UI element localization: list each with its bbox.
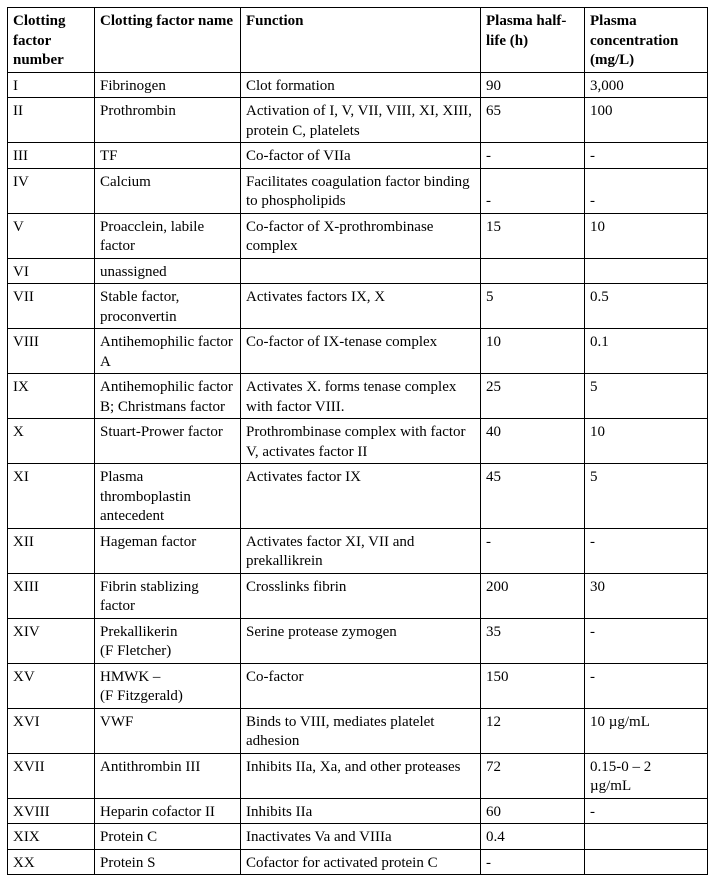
cell-factor-name: HMWK – (F Fitzgerald) bbox=[95, 663, 241, 708]
cell-concentration: - bbox=[585, 528, 708, 573]
cell-factor-number: XX bbox=[8, 849, 95, 875]
cell-factor-name: Antithrombin III bbox=[95, 753, 241, 798]
cell-half-life: - bbox=[481, 168, 585, 213]
cell-factor-name: Calcium bbox=[95, 168, 241, 213]
header-factor-name: Clotting factor name bbox=[95, 8, 241, 73]
cell-function: Co-factor of VIIa bbox=[241, 143, 481, 169]
cell-function: Activation of I, V, VII, VIII, XI, XIII, protein C, platelets bbox=[241, 98, 481, 143]
cell-factor-name: Fibrin stablizing factor bbox=[95, 573, 241, 618]
cell-factor-name: Prothrombin bbox=[95, 98, 241, 143]
cell-concentration bbox=[585, 258, 708, 284]
cell-function: Activates X. forms tenase complex with factor VIII. bbox=[241, 374, 481, 419]
cell-factor-number: XV bbox=[8, 663, 95, 708]
cell-function: Inactivates Va and VIIIa bbox=[241, 824, 481, 850]
cell-function: Activates factor IX bbox=[241, 464, 481, 529]
cell-half-life: 150 bbox=[481, 663, 585, 708]
cell-half-life bbox=[481, 258, 585, 284]
header-factor-number: Clotting factor number bbox=[8, 8, 95, 73]
table-header-row bbox=[8, 8, 708, 73]
cell-concentration: - bbox=[585, 798, 708, 824]
cell-concentration bbox=[585, 849, 708, 875]
table-row bbox=[8, 419, 708, 464]
table-row bbox=[8, 464, 708, 529]
cell-half-life: 0.4 bbox=[481, 824, 585, 850]
cell-function: Prothrombinase complex with factor V, activates factor II bbox=[241, 419, 481, 464]
cell-function: Serine protease zymogen bbox=[241, 618, 481, 663]
cell-factor-number: X bbox=[8, 419, 95, 464]
cell-concentration: 5 bbox=[585, 464, 708, 529]
header-half-life: Plasma half-life (h) bbox=[481, 8, 585, 73]
cell-function: Co-factor of X-prothrombinase complex bbox=[241, 213, 481, 258]
cell-concentration: 0.15-0 – 2 µg/mL bbox=[585, 753, 708, 798]
table-row bbox=[8, 258, 708, 284]
cell-half-life: 25 bbox=[481, 374, 585, 419]
cell-factor-number: VIII bbox=[8, 329, 95, 374]
cell-function: Activates factor XI, VII and prekallikrein bbox=[241, 528, 481, 573]
cell-factor-number: V bbox=[8, 213, 95, 258]
cell-factor-name: Proacclein, labile factor bbox=[95, 213, 241, 258]
table-row bbox=[8, 663, 708, 708]
cell-factor-name: Antihemophilic factor A bbox=[95, 329, 241, 374]
cell-concentration: 0.1 bbox=[585, 329, 708, 374]
cell-factor-number: XVI bbox=[8, 708, 95, 753]
cell-half-life: - bbox=[481, 528, 585, 573]
cell-factor-name: Prekallikerin (F Fletcher) bbox=[95, 618, 241, 663]
table-row bbox=[8, 329, 708, 374]
cell-function: Co-factor bbox=[241, 663, 481, 708]
cell-half-life: 35 bbox=[481, 618, 585, 663]
cell-factor-number: I bbox=[8, 72, 95, 98]
cell-half-life: 40 bbox=[481, 419, 585, 464]
cell-factor-name: Stable factor, proconvertin bbox=[95, 284, 241, 329]
cell-factor-number: XVIII bbox=[8, 798, 95, 824]
table-row bbox=[8, 573, 708, 618]
cell-half-life: 90 bbox=[481, 72, 585, 98]
cell-concentration: 0.5 bbox=[585, 284, 708, 329]
cell-half-life: - bbox=[481, 849, 585, 875]
cell-factor-name: Heparin cofactor II bbox=[95, 798, 241, 824]
cell-factor-name: TF bbox=[95, 143, 241, 169]
cell-half-life: 12 bbox=[481, 708, 585, 753]
cell-factor-number: IV bbox=[8, 168, 95, 213]
cell-function: Cofactor for activated protein C bbox=[241, 849, 481, 875]
cell-half-life: 60 bbox=[481, 798, 585, 824]
cell-function bbox=[241, 258, 481, 284]
cell-function: Clot formation bbox=[241, 72, 481, 98]
table-row bbox=[8, 528, 708, 573]
cell-factor-number: II bbox=[8, 98, 95, 143]
cell-function: Facilitates coagulation factor binding to phospholipids bbox=[241, 168, 481, 213]
cell-half-life: 15 bbox=[481, 213, 585, 258]
table-row bbox=[8, 213, 708, 258]
clotting-factors-document bbox=[7, 7, 708, 875]
cell-factor-name: Antihemophilic factor B; Christmans factor bbox=[95, 374, 241, 419]
cell-concentration: - bbox=[585, 618, 708, 663]
cell-function: Binds to VIII, mediates platelet adhesion bbox=[241, 708, 481, 753]
header-concentration: Plasma concentration (mg/L) bbox=[585, 8, 708, 73]
cell-function: Crosslinks fibrin bbox=[241, 573, 481, 618]
cell-function: Co-factor of IX-tenase complex bbox=[241, 329, 481, 374]
cell-concentration: 100 bbox=[585, 98, 708, 143]
cell-concentration: 3,000 bbox=[585, 72, 708, 98]
cell-half-life: 5 bbox=[481, 284, 585, 329]
table-row bbox=[8, 98, 708, 143]
table-row bbox=[8, 753, 708, 798]
cell-factor-number: III bbox=[8, 143, 95, 169]
cell-factor-number: XIV bbox=[8, 618, 95, 663]
cell-concentration: - bbox=[585, 663, 708, 708]
table-row bbox=[8, 284, 708, 329]
cell-factor-name: Plasma thromboplastin antecedent bbox=[95, 464, 241, 529]
clotting-factors-table bbox=[7, 7, 708, 875]
cell-concentration: 10 bbox=[585, 213, 708, 258]
cell-half-life: 72 bbox=[481, 753, 585, 798]
cell-factor-name: Fibrinogen bbox=[95, 72, 241, 98]
cell-half-life: 45 bbox=[481, 464, 585, 529]
cell-function: Inhibits IIa bbox=[241, 798, 481, 824]
cell-factor-name: Protein S bbox=[95, 849, 241, 875]
table-row bbox=[8, 824, 708, 850]
cell-factor-name: Stuart-Prower factor bbox=[95, 419, 241, 464]
cell-factor-number: XIX bbox=[8, 824, 95, 850]
cell-half-life: 65 bbox=[481, 98, 585, 143]
table-row bbox=[8, 849, 708, 875]
cell-concentration: 30 bbox=[585, 573, 708, 618]
table-row bbox=[8, 72, 708, 98]
cell-function: Activates factors IX, X bbox=[241, 284, 481, 329]
cell-half-life: 10 bbox=[481, 329, 585, 374]
cell-factor-number: XVII bbox=[8, 753, 95, 798]
table-row bbox=[8, 374, 708, 419]
cell-concentration: 10 bbox=[585, 419, 708, 464]
table-row bbox=[8, 618, 708, 663]
cell-half-life: 200 bbox=[481, 573, 585, 618]
cell-factor-name: unassigned bbox=[95, 258, 241, 284]
table-row bbox=[8, 168, 708, 213]
cell-factor-number: IX bbox=[8, 374, 95, 419]
table-row bbox=[8, 143, 708, 169]
cell-factor-number: XII bbox=[8, 528, 95, 573]
cell-factor-number: XIII bbox=[8, 573, 95, 618]
cell-concentration: 5 bbox=[585, 374, 708, 419]
cell-concentration: - bbox=[585, 168, 708, 213]
cell-factor-name: VWF bbox=[95, 708, 241, 753]
header-function: Function bbox=[241, 8, 481, 73]
table-row bbox=[8, 708, 708, 753]
cell-factor-number: XI bbox=[8, 464, 95, 529]
cell-function: Inhibits IIa, Xa, and other proteases bbox=[241, 753, 481, 798]
cell-factor-name: Protein C bbox=[95, 824, 241, 850]
cell-concentration bbox=[585, 824, 708, 850]
cell-factor-number: VII bbox=[8, 284, 95, 329]
cell-concentration: - bbox=[585, 143, 708, 169]
cell-factor-name: Hageman factor bbox=[95, 528, 241, 573]
cell-concentration: 10 µg/mL bbox=[585, 708, 708, 753]
cell-factor-number: VI bbox=[8, 258, 95, 284]
cell-half-life: - bbox=[481, 143, 585, 169]
